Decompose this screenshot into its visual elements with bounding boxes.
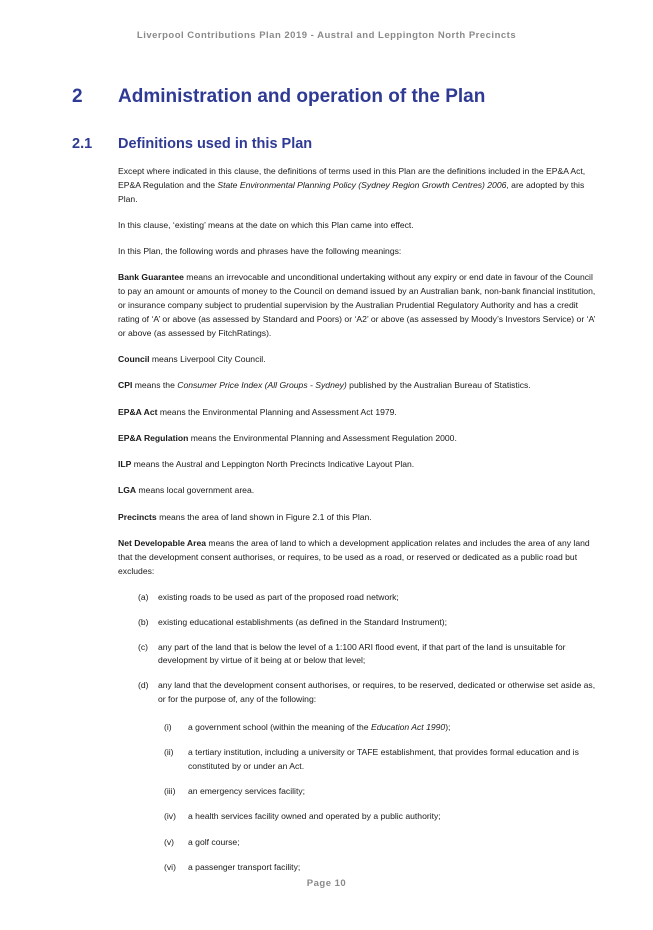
definition-term: Council (118, 353, 150, 364)
document-body (118, 165, 598, 886)
running-header: Liverpool Contributions Plan 2019 - Austral and Leppington North Precincts (136, 30, 517, 41)
sublist-item (118, 721, 598, 735)
sublist-item (118, 785, 598, 799)
list-label: (c) (138, 641, 149, 652)
definition-text: means local government area. (136, 485, 255, 496)
sublist-text: a health services facility owned and operated by a public authority; (188, 811, 441, 822)
cpi-title: Consumer Price Index (All Groups - Sydney) (177, 380, 347, 391)
sublist-text: a golf course; (188, 836, 240, 847)
sublist-item (118, 861, 598, 875)
sublist-text: a passenger transport facility; (188, 862, 301, 872)
sublist-text: a government school (within the meaning of the (188, 721, 371, 732)
sublist-text-end: ); (445, 721, 451, 732)
definition-lga (118, 484, 598, 498)
section-title: Administration and operation of the Plan (118, 86, 486, 107)
list-item (118, 679, 598, 707)
list-item (118, 616, 598, 630)
list-item (118, 641, 598, 669)
sepp-title: State Environmental Planning Policy (Sydney Region Growth Centres) 2006 (217, 179, 507, 190)
definition-text: means the (132, 380, 178, 391)
definition-epa-act (118, 406, 598, 420)
sublist-item (118, 836, 598, 850)
intro-text: Except where indicated in this clause, the definitions of terms used in this Plan are the definitions included in the EP&A Act, EP&A Regulation and the (118, 166, 586, 190)
definition-term: Net Developable Area (118, 538, 207, 549)
definition-term: Precincts (118, 511, 157, 522)
definition-term: EP&A Regulation (118, 432, 189, 443)
list-label: (d) (138, 680, 149, 691)
list-text: any part of the land that is below the level of a 1:100 ARI flood event, if that part of the land is unsuitable for development by virtue of it being at or below that level; (158, 641, 566, 666)
intro-text-end: , are adopted by this Plan. (118, 179, 585, 204)
section-number: 2 (72, 86, 83, 107)
definition-ilp (118, 458, 598, 472)
definition-council (118, 353, 598, 367)
list-text: existing educational establishments (as defined in the Standard Instrument); (158, 616, 448, 627)
definition-term: EP&A Act (118, 406, 158, 417)
sublist-label: (i) (164, 721, 172, 732)
sublist-item (118, 810, 598, 824)
sublist-label: (ii) (164, 747, 174, 758)
page-number: Page 10 (306, 878, 347, 889)
definition-text-end: published by the Australian Bureau of Statistics. (346, 380, 531, 391)
definition-epa-regulation (118, 432, 598, 446)
definition-term: LGA (118, 485, 137, 496)
meanings-paragraph: In this Plan, the following words and phrases have the following meanings: (118, 246, 402, 257)
definition-text: means the Austral and Leppington North Precincts Indicative Layout Plan. (131, 459, 415, 470)
list-text: existing roads to be used as part of the proposed road network; (158, 591, 399, 602)
intro-paragraph (118, 165, 598, 206)
subsection-number: 2.1 (72, 136, 93, 152)
list-text: any land that the development consent authorises, or requires, to be reserved, dedicated or otherwise set aside as, or for the purpose of, any of the following: (158, 680, 596, 704)
definition-term: CPI (118, 380, 133, 391)
existing-paragraph: In this clause, ‘existing’ means at the date on which this Plan came into effect. (118, 219, 414, 230)
definition-precincts (118, 511, 598, 525)
sublist-text: a tertiary institution, including a university or TAFE establishment, that provides formal education and is constituted by or under an Act. (188, 747, 579, 771)
definition-text: means the Environmental Planning and Assessment Act 1979. (157, 406, 397, 417)
definition-term: Bank Guarantee (118, 272, 184, 283)
sublist-label: (v) (164, 836, 175, 847)
definition-text: means an irrevocable and unconditional undertaking without any expiry or end date in favour of the Council to pay an amount or amounts of money to the Council on demand issued by an Australian bank, non-bank financial institution, or insurance company subject to prudential supervision by the Australian Prudential Regulatory Authority and has a credit rating of ‘A’ or above (as assessed by Standard and Poors) or ‘A2’ or above (as assessed by Moody’s Investors Service) or ‘A’ or above (as assessed by FitchRatings). (118, 272, 596, 338)
sublist-label: (iv) (164, 811, 176, 822)
section-heading (72, 86, 485, 108)
education-act-title: Education Act 1990 (370, 721, 446, 732)
sublist-text: an emergency services facility; (188, 786, 306, 797)
sublist-item (118, 746, 598, 774)
definition-cpi (118, 379, 598, 393)
subsection-title: Definitions used in this Plan (118, 136, 313, 152)
definition-net-developable-area (118, 537, 598, 578)
list-label: (a) (138, 591, 149, 602)
definition-text: means Liverpool City Council. (149, 353, 266, 364)
definition-term: ILP (118, 459, 132, 470)
list-item (118, 591, 598, 605)
definition-text: means the Environmental Planning and Assessment Regulation 2000. (188, 432, 457, 443)
sublist-label: (vi) (164, 862, 176, 872)
definition-text: means the area of land to which a development application relates and includes the area of any land that the development consent authorises, or requires, to be used as a road, or reserved or dedicated as a public road but excludes: (118, 538, 590, 576)
definition-text: means the area of land shown in Figure 2.1 of this Plan. (156, 511, 372, 522)
list-label: (b) (138, 616, 149, 627)
sublist-label: (iii) (164, 786, 176, 797)
definition-bank-guarantee (118, 271, 598, 340)
subsection-heading (72, 136, 312, 152)
